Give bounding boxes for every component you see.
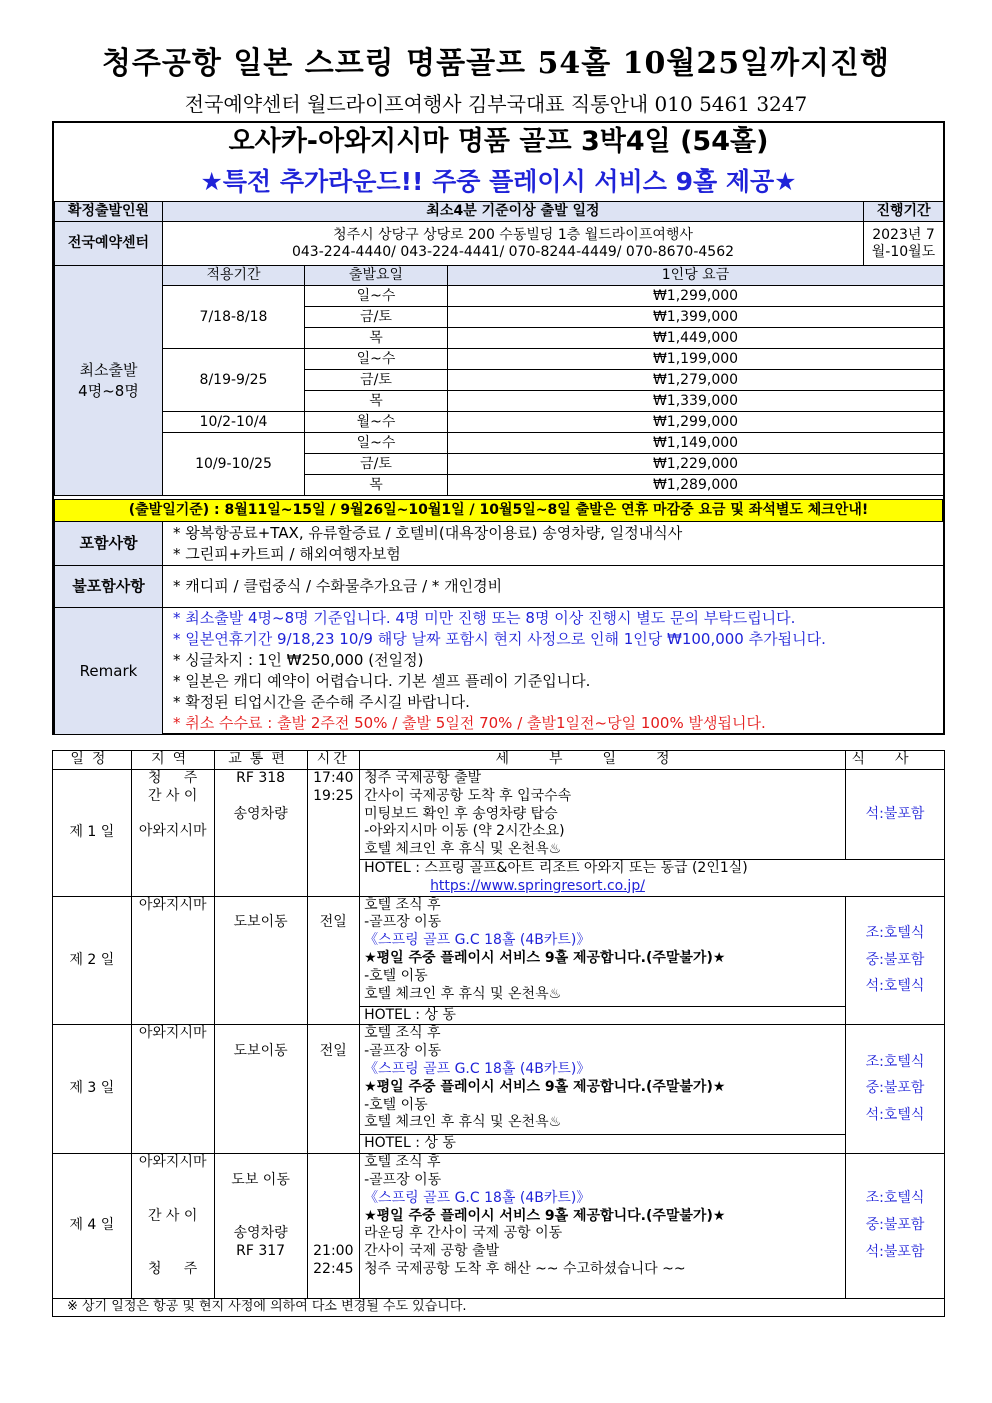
remark-item: * 확정된 티업시간을 준수해 주시길 바랍니다. [173,693,470,711]
schedule-item: 호텔 조식 후 [364,1025,441,1042]
schedule-item: 호텔 체크인 후 휴식 및 온천욕♨ [364,1114,562,1131]
price-day: 일~수 [305,349,448,370]
schedule-item: ★평일 주중 플레이시 서비스 9홀 제공합니다.(주말불가)★ [364,1207,726,1224]
meal-item: 조:호텔식 [865,1053,925,1070]
schedule-hotel-cell [360,1135,846,1154]
remark-item: * 싱글차지 : 1인 ₩250,000 (전일정) [173,651,424,669]
schedule-day: 제 2 일 [53,896,132,1025]
schedule-hotel-cell [360,1006,846,1025]
col-price-header: 1인당 요금 [448,266,944,286]
schedule-transport: 도보이동 [214,1025,307,1154]
hotel-info: HOTEL : 상 동 [364,1006,456,1023]
page-subtitle: 전국예약센터 월드라이프여행사 김부국대표 직통안내 010 5461 3247 [184,92,808,116]
schedule-time: 전일 [307,896,360,1025]
includes-item: * 왕복항공료+TAX, 유류할증료 / 호텔비(대욕장이용료) 송영차량, 일정내식사 [173,523,683,542]
product-info-table [54,201,944,266]
price-table [54,265,944,496]
center-label: 전국예약센터 [55,222,163,266]
schedule-item: -호텔 이동 [364,967,428,984]
schedule-item: 《스프링 골프 G.C 18홀 (4B카트)》 [364,1189,591,1206]
schedule-item: 호텔 조식 후 [364,1154,441,1171]
schedule-details [360,1154,846,1299]
schedule-item: 《스프링 골프 G.C 18홀 (4B카트)》 [364,932,591,949]
notice-table [54,499,943,522]
schedule-day: 제 1 일 [53,770,132,897]
meal-item: 중:불포함 [865,1217,925,1234]
schedule-table [52,750,945,1317]
schedule-details [360,1025,846,1135]
schedule-day-row [53,1025,945,1135]
schedule-item: 간사이 국제공항 도착 후 입국수속 [364,787,572,804]
price-day: 목 [305,328,448,349]
schedule-time: 전일 [307,1025,360,1154]
min-label-line: 4명~8명 [78,381,139,400]
price-value: ₩1,299,000 [448,286,944,307]
excludes-label: 불포함사항 [55,566,163,608]
schedule-header: 시간 [307,751,360,770]
schedule-item: 청주 국제공항 도착 후 해산 ~~ 수고하셨습니다 ~~ [364,1260,686,1277]
price-period: 10/2-10/4 [163,412,305,433]
price-day: 금/토 [305,370,448,391]
schedule-item: 청주 국제공항 출발 [364,770,482,786]
price-row [55,433,944,454]
includes-list [163,522,944,566]
min-label-line: 최소출발 [79,360,138,379]
schedule-header: 식사 [845,751,944,770]
product-name: 오사카-아와지시마 명품 골프 3박4일 (54홀) [228,126,769,157]
price-day: 목 [305,475,448,496]
schedule-item: 호텔 체크인 후 휴식 및 온천욕♨ [364,985,562,1002]
excludes-item: * 캐디피 / 클럽중식 / 수화물추가요금 / * 개인경비 [173,577,503,595]
schedule-item: 라운딩 후 간사이 국제 공항 이동 [364,1225,563,1242]
remark-list [163,608,944,735]
schedule-transport: 도보이동 [214,896,307,1025]
schedule-region: 청 주 간 사 이 아와지시마 [131,770,214,897]
excludes-list [163,566,944,608]
hotel-info: HOTEL : 스프링 골프&아트 리조트 아와지 또는 동급 (2인1실) [364,860,748,876]
schedule-item: -골프장 이동 [364,914,442,931]
schedule-item: 호텔 조식 후 [364,896,441,913]
price-day: 일~수 [305,433,448,454]
meal-item: 석:호텔식 [865,1107,925,1124]
schedule-item: -호텔 이동 [364,1096,428,1113]
schedule-region: 아와지시마 [131,1025,214,1154]
schedule-item: -아와지시마 이동 (약 2시간소요) [364,823,565,840]
meal-item: 석:호텔식 [865,978,925,995]
remark-item: * 일본은 캐디 예약이 어렵습니다. 기본 셀프 플레이 기준입니다. [173,672,591,690]
schedule-day-row [53,770,945,860]
schedule-item: 《스프링 골프 G.C 18홀 (4B카트)》 [364,1060,591,1077]
price-value: ₩1,279,000 [448,370,944,391]
period-label: 진행기간 [864,202,944,222]
schedule-time: 17:40 19:25 [307,770,360,897]
schedule-details [360,770,846,860]
page-title: 청주공항 일본 스프링 명품골프 54홀 10월25일까지진행 [101,46,891,81]
schedule-meals [845,896,944,1025]
price-period: 8/19-9/25 [163,349,305,412]
price-day: 일~수 [305,286,448,307]
price-value: ₩1,199,000 [448,349,944,370]
col-day-header: 출발요일 [305,266,448,286]
price-value: ₩1,299,000 [448,412,944,433]
schedule-header: 지역 [131,751,214,770]
schedule-region: 아와지시마 [131,896,214,1025]
schedule-time: 21:00 22:45 [307,1154,360,1299]
meal-item: 석:불포함 [865,805,925,822]
period-value: 2023년 7월-10월도 [864,222,944,266]
schedule-header: 세부일정 [360,751,846,770]
meal-item: 중:불포함 [865,951,925,968]
price-day: 월~수 [305,412,448,433]
schedule-hotel-cell [360,860,945,897]
schedule-item: 미팅보드 확인 후 송영차량 탑승 [364,805,558,822]
center-address: 청주시 상당구 상당로 200 수동빌딩 1층 월드라이프여행사 [333,226,693,243]
center-phones: 043-224-4440/ 043-224-4441/ 070-8244-4449/ 070-8670-4562 [291,243,735,260]
hotel-info: HOTEL : 상 동 [364,1135,456,1152]
price-row [55,286,944,307]
price-value: ₩1,339,000 [448,391,944,412]
price-row [55,349,944,370]
meal-item: 중:불포함 [865,1080,925,1097]
remark-item: * 일본연휴기간 9/18,23 10/9 해당 날짜 포함시 현지 사정으로 인해 1인당 ₩100,000 추가됩니다. [173,630,826,648]
remark-item: * 취소 수수료 : 출발 2주전 50% / 출발 5일전 70% / 출발1일전~당일 100% 발생됩니다. [173,714,766,732]
hotel-link[interactable]: https://www.springresort.co.jp/ [430,877,645,894]
schedule-item: 호텔 체크인 후 휴식 및 온천욕♨ [364,841,562,858]
price-period: 7/18-8/18 [163,286,305,349]
price-day: 금/토 [305,454,448,475]
price-value: ₩1,399,000 [448,307,944,328]
special-offer: ★특전 추가라운드!! 주중 플레이시 서비스 9홀 제공★ [200,167,797,196]
center-info [163,222,864,266]
min-departure-label [55,266,163,496]
schedule-meals [845,1025,944,1154]
schedule-item: ★평일 주중 플레이시 서비스 9홀 제공합니다.(주말불가)★ [364,949,726,966]
departure-notice: (출발일기준) : 8월11일~15일 / 9월26일~10월1일 / 10월5일~8일 출발은 연휴 마감중 요금 및 좌석별도 체크안내! [55,500,943,522]
price-day: 목 [305,391,448,412]
schedule-item: -골프장 이동 [364,1043,442,1060]
schedule-day: 제 3 일 [53,1025,132,1154]
schedule-meals [845,770,944,860]
schedule-item: 간사이 국제 공항 출발 [364,1243,500,1260]
price-period: 10/9-10/25 [163,433,305,496]
price-day: 금/토 [305,307,448,328]
schedule-day-row [53,1154,945,1299]
schedule-transport: RF 318 송영차량 [214,770,307,897]
col-period-header: 적용기간 [163,266,305,286]
price-value: ₩1,449,000 [448,328,944,349]
meal-item: 조:호텔식 [865,1190,925,1207]
schedule-header: 교통편 [214,751,307,770]
price-row [55,412,944,433]
terms-table [54,521,944,735]
schedule-transport: 도보 이동 송영차량 RF 317 [214,1154,307,1299]
remark-label: Remark [55,608,163,735]
schedule-footer-note: ※ 상기 일정은 항공 및 현지 사정에 의하여 다소 변경될 수도 있습니다. [53,1299,945,1317]
schedule-details [360,896,846,1006]
price-value: ₩1,289,000 [448,475,944,496]
schedule-region: 아와지시마 간 사 이 청 주 [131,1154,214,1299]
price-value: ₩1,149,000 [448,433,944,454]
includes-item: * 그린피+카트피 / 해외여행자보험 [173,544,401,563]
includes-label: 포함사항 [55,522,163,566]
schedule-header: 일정 [53,751,132,770]
meal-item: 조:호텔식 [865,924,925,941]
meal-item: 석:불포함 [865,1244,925,1261]
schedule-item: ★평일 주중 플레이시 서비스 9홀 제공합니다.(주말불가)★ [364,1078,726,1095]
confirm-value: 최소4분 기준이상 출발 일정 [163,202,864,222]
schedule-day-row [53,896,945,1006]
confirm-label: 확정출발인원 [55,202,163,222]
schedule-meals [845,1154,944,1299]
remark-item: * 최소출발 4명~8명 기준입니다. 4명 미만 진행 또는 8명 이상 진행시 별도 문의 부탁드립니다. [173,609,796,627]
product-box [52,121,945,735]
schedule-item: -골프장 이동 [364,1171,442,1188]
schedule-day: 제 4 일 [53,1154,132,1299]
price-value: ₩1,229,000 [448,454,944,475]
